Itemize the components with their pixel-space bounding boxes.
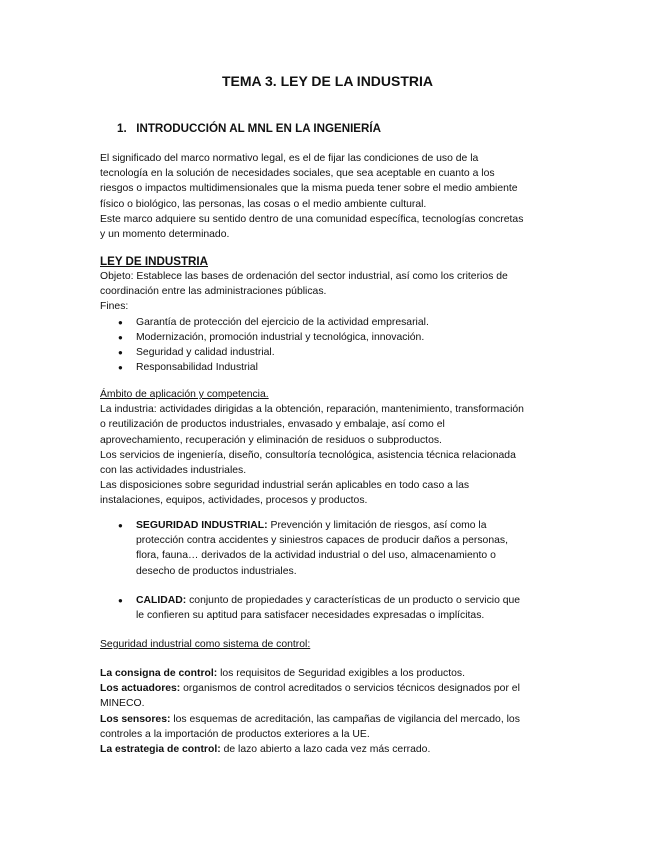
intro-paragraph xyxy=(100,151,560,242)
fines-list xyxy=(100,315,560,376)
text-line: aprovechamiento, recuperación y eliminación de residuos o subproductos. xyxy=(100,434,442,446)
text-line: de lazo abierto a lazo cada vez más cerrado. xyxy=(220,744,431,756)
text-line: los esquemas de acreditación, las campañas de vigilancia del mercado, los xyxy=(170,713,520,725)
definition-term: CALIDAD: xyxy=(136,595,187,606)
control-term: La estrategia de control: xyxy=(100,744,221,756)
control-item xyxy=(100,742,560,757)
definition-calidad xyxy=(100,593,560,623)
text-line: o reutilización de productos industriales, envasado y embalaje, así como el xyxy=(100,419,445,431)
text-line: físico o biológico, las personas, las cosas o el medio ambiente cultural. xyxy=(100,198,427,210)
section-title: INTRODUCCIÓN AL MNL EN LA INGENIERÍA xyxy=(136,122,381,135)
text-line: La industria: actividades dirigidas a la obtención, reparación, mantenimiento, transformación xyxy=(100,404,524,416)
text-line: flora, fauna… derivados de la actividad industrial o del uso, almacenamiento o xyxy=(136,550,496,562)
ambito-heading: Ámbito de aplicación y competencia. xyxy=(100,389,269,400)
control-term: La consigna de control: xyxy=(100,668,218,679)
text-line: Las disposiciones sobre seguridad industrial serán aplicables en todo caso a las xyxy=(100,480,470,492)
section-number: 1. xyxy=(117,122,127,135)
text-line: y un momento determinado. xyxy=(100,229,230,241)
fines-label: Fines: xyxy=(100,301,129,313)
ley-section xyxy=(100,254,560,375)
text-line: Objeto: Establece las bases de ordenación del sector industrial, así como los criterios de xyxy=(100,271,508,282)
page-title: TEMA 3. LEY DE LA INDUSTRIA xyxy=(221,73,434,89)
definition-term: SEGURIDAD INDUSTRIAL: xyxy=(136,520,268,531)
section-heading xyxy=(117,121,381,136)
definitions-list-2 xyxy=(100,593,560,623)
control-term: Los sensores: xyxy=(100,713,171,725)
text-line: Los servicios de ingeniería, diseño, consultoría tecnológica, asistencia técnica relacionada xyxy=(100,449,516,461)
text-line: MINECO. xyxy=(100,698,145,710)
control-term: Los actuadores: xyxy=(100,683,181,695)
text-line: conjunto de propiedades y características de un producto o servicio que xyxy=(186,595,521,606)
list-item: ● Seguridad y calidad industrial. xyxy=(100,345,560,360)
text-line: tecnología en la solución de necesidades sociales, que sea aceptable en cuanto a los xyxy=(100,168,495,180)
ambito-section xyxy=(100,387,560,509)
text-line: organismos de control acreditados o servicios técnicos designados por el xyxy=(180,683,520,695)
control-heading: Seguridad industrial como sistema de control: xyxy=(100,639,311,650)
text-line: instalaciones, equipos, actividades, procesos y productos. xyxy=(100,495,368,507)
control-item xyxy=(100,712,560,727)
text-line: protección contra accidentes y siniestros capaces de producir daños a personas, xyxy=(136,535,508,547)
list-item: ● Responsabilidad Industrial xyxy=(100,360,560,375)
text-line: los requisitos de Seguridad exigibles a los productos. xyxy=(217,668,465,679)
text-line: coordinación entre las administraciones públicas. xyxy=(100,286,327,298)
control-item xyxy=(100,666,560,681)
definitions-list xyxy=(100,518,560,579)
list-item: ● Modernización, promoción industrial y tecnológica, innovación. xyxy=(100,330,560,345)
text-line: le confieren su aptitud para satisfacer necesidades expresadas o implícitas. xyxy=(136,610,485,622)
control-heading-block xyxy=(100,637,560,652)
ley-heading: LEY DE INDUSTRIA xyxy=(100,255,209,268)
control-item xyxy=(100,681,560,696)
text-line: desecho de productos industriales. xyxy=(136,565,297,577)
text-line: El significado del marco normativo legal, es el de fijar las condiciones de uso de la xyxy=(100,153,479,164)
control-section xyxy=(100,666,560,757)
definition-seguridad xyxy=(100,518,560,579)
text-line: con las actividades industriales. xyxy=(100,465,247,477)
text-line: controles a la importación de productos exteriores a la UE. xyxy=(100,728,370,740)
text-line: riesgos o impactos multidimensionales que la misma pueda tener sobre el medio ambiente xyxy=(100,183,518,195)
list-item: ● Garantía de protección del ejercicio de la actividad empresarial. xyxy=(100,315,560,330)
text-line: Este marco adquiere su sentido dentro de una comunidad específica, tecnologías concretas xyxy=(100,213,524,225)
text-line: Prevención y limitación de riesgos, así como la xyxy=(267,520,487,531)
